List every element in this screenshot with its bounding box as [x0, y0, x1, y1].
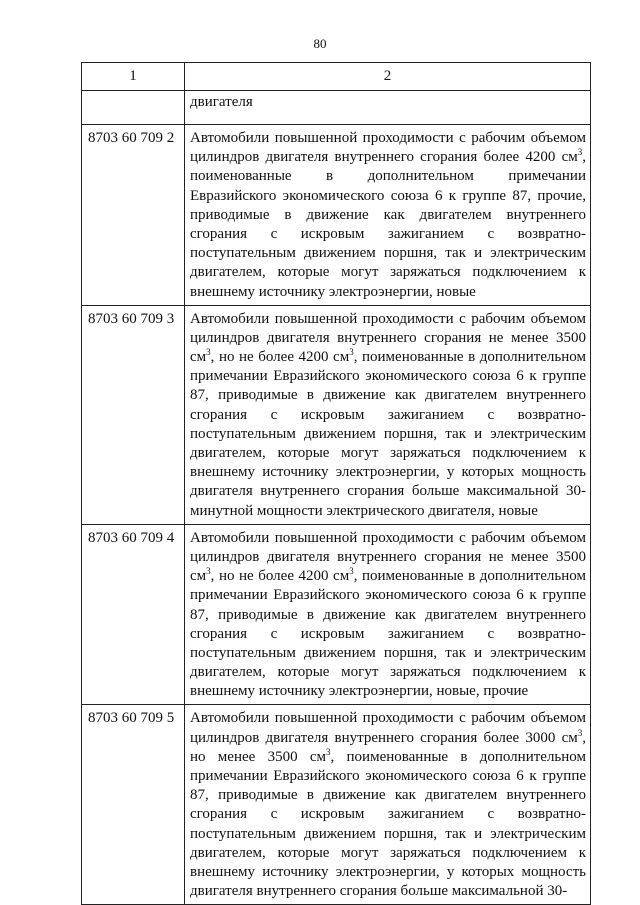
description-line: $см^3$, но не более 4200 $см^3$, поименованные в дополнительном	[190, 348, 586, 366]
table-row	[82, 524, 591, 705]
commodity-description	[185, 125, 591, 306]
description-line: Евразийского экономического союза 6 к группе 87, прочие,	[190, 187, 586, 204]
description-line: примечании Евразийского экономического союза 6 к группе	[190, 368, 586, 385]
commodity-description	[185, 705, 591, 905]
commodity-description	[185, 305, 591, 524]
description-line: внешнему источнику электроэнергии, новые	[190, 283, 476, 300]
description-line: 87, приводимые в движение как двигателем внутреннего	[190, 387, 586, 404]
description-line: двигателем, которые могут заряжаться подключением к	[190, 264, 586, 281]
table-row	[82, 125, 591, 306]
description-line: цилиндров двигателя внутреннего сгорания не менее 3500	[190, 329, 586, 346]
commodity-code: 8703 60 709 5	[82, 705, 185, 905]
description-line: но менее 3500 $см^3$, поименованные в дополнительном	[190, 747, 586, 765]
description-line: двигателя внутреннего сгорания больше максимальной 30-	[190, 483, 586, 500]
description-line: Автомобили повышенной проходимости с рабочим объемом	[190, 130, 586, 146]
table-row	[82, 705, 591, 905]
description-line: сгорания с искровым зажиганием с возвратно-	[190, 406, 586, 423]
header-row	[82, 63, 591, 91]
description-line: двигателя внутреннего сгорания больше максимальной 30-	[190, 883, 568, 900]
page-number: 80	[313, 36, 327, 51]
description-line: Автомобили повышенной проходимости с рабочим объемом	[190, 310, 586, 327]
description-line: 87, приводимые в движение как двигателем внутреннего	[190, 787, 586, 804]
description-line: сгорания с искровым зажиганием с возвратно-	[190, 806, 586, 823]
description-line: двигателем, которые могут заряжаться подключением к	[190, 844, 586, 861]
description-line: цилиндров двигателя внутреннего сгорания более 4200 $см^3$,	[190, 148, 586, 166]
description-line: Автомобили повышенной проходимости с рабочим объемом	[190, 710, 586, 727]
commodity-code: 8703 60 709 4	[82, 524, 185, 705]
description-line: поступательным движением поршня, так и электрическим	[190, 825, 586, 842]
description-line: примечании Евразийского экономического союза 6 к группе	[190, 587, 586, 604]
description-line: поименованные в дополнительном примечании	[190, 168, 586, 185]
description-line: цилиндров двигателя внутреннего сгорания не менее 3500	[190, 548, 586, 565]
description-line: поступательным движением поршня, так и электрическим	[190, 245, 586, 262]
description-line: $см^3$, но не более 4200 $см^3$, поименованные в дополнительном	[190, 567, 586, 585]
commodity-description	[185, 524, 591, 705]
description-line: двигателем, которые могут заряжаться подключением к	[190, 445, 586, 462]
description-line: 87, приводимые в движение как двигателем внутреннего	[190, 606, 586, 623]
continuation-code	[82, 91, 185, 125]
description-line: поступательным движением поршня, так и электрическим	[190, 644, 586, 661]
description-line: приводимые в движение как двигателем внутреннего	[190, 206, 586, 223]
description-line: внешнему источнику электроэнергии, у которых мощность	[190, 863, 586, 880]
description-line: цилиндров двигателя внутреннего сгорания более 3000 $см^3$,	[190, 728, 586, 746]
commodity-code: 8703 60 709 2	[82, 125, 185, 306]
continuation-text: двигателя	[185, 91, 591, 125]
description-line: примечании Евразийского экономического союза 6 к группе	[190, 768, 586, 785]
description-line: внешнему источнику электроэнергии, новые, прочие	[190, 683, 529, 700]
description-line: Автомобили повышенной проходимости с рабочим объемом	[190, 529, 586, 546]
description-line: сгорания с искровым зажиганием с возвратно-	[190, 625, 586, 642]
description-line: сгорания с искровым зажиганием с возвратно-	[190, 225, 586, 242]
description-line: поступательным движением поршня, так и электрическим	[190, 425, 586, 442]
description-line: внешнему источнику электроэнергии, у которых мощность	[190, 464, 586, 481]
column-header-2: 2	[185, 63, 591, 91]
continuation-row	[82, 91, 591, 125]
table-row	[82, 305, 591, 524]
commodity-code: 8703 60 709 3	[82, 305, 185, 524]
tariff-table	[81, 62, 591, 905]
description-line: минутной мощности электрического двигателя, новые	[190, 502, 538, 519]
description-line: двигателем, которые могут заряжаться подключением к	[190, 664, 586, 681]
column-header-1: 1	[82, 63, 185, 91]
